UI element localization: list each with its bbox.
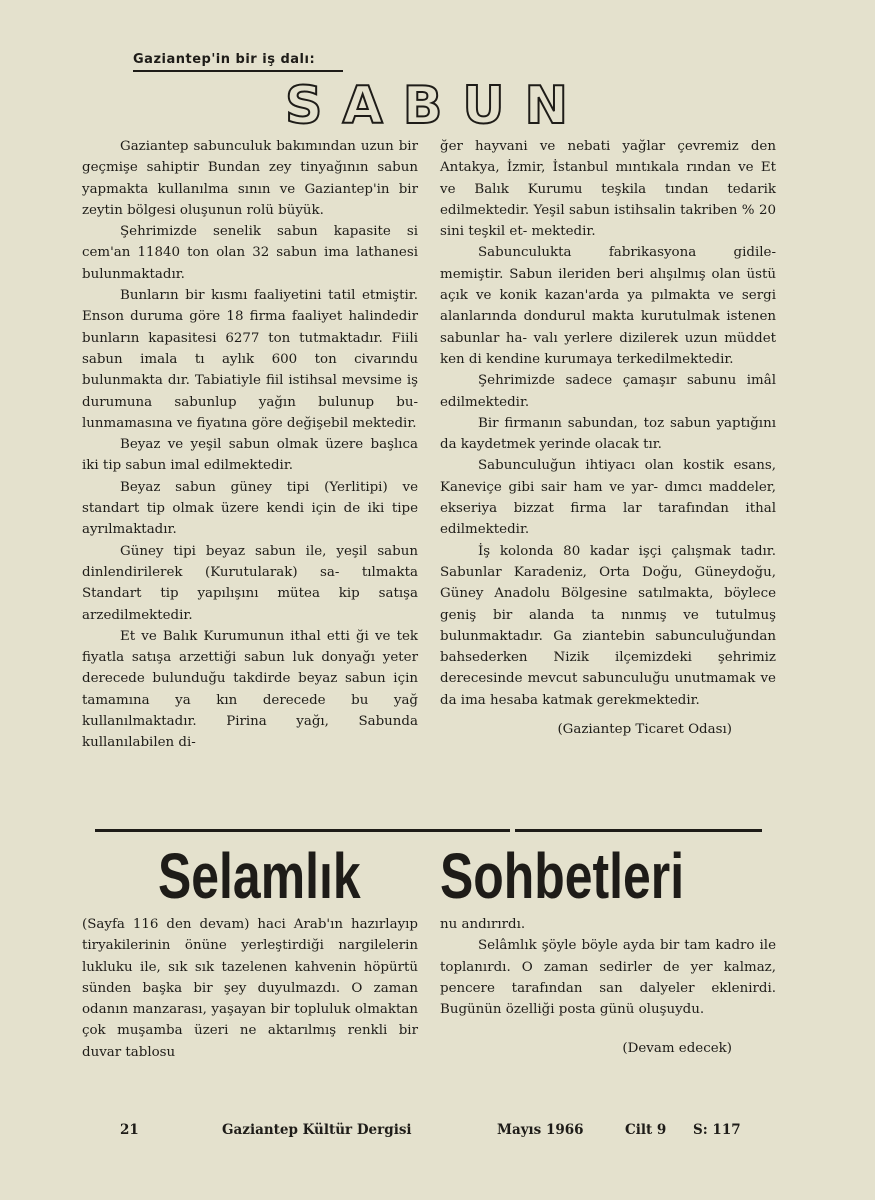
- series-column-right: [440, 914, 776, 1060]
- volume: Cilt 9: [625, 1122, 667, 1138]
- issue-number: S: 117: [693, 1122, 741, 1138]
- paragraph: Bunların bir kısmı faaliyetini tatil etmiştir. Enson duruma göre 18 firma faaliyet halindedir bunların kapasitesi 6277 ton tutmaktadır. Fiili sabun imala tı aylık 600 ton civarındu bulunmakta dır. Tabiatiyle fiil istihsal mevsime iş durumuna sabunlup yağın bulunup bu- lunmamasına ve fiyatına göre değişebil mektedir.: [82, 288, 418, 431]
- paragraph: ğer hayvani ve nebati yağlar çevremiz den Antakya, İzmir, İstanbul mıntıkala rından ve Et ve Balık Kurumu teşkila tından tedarik edilmektedir. Yeşil sabun istihsalin takriben % 20 sini teşkil et- mektedir.: [440, 139, 776, 240]
- kicker-underline: [133, 70, 343, 72]
- page-number: 21: [120, 1122, 139, 1138]
- series-signoff: (Devam edecek): [622, 1041, 732, 1057]
- article-title: SABUN: [285, 76, 589, 136]
- paragraph: İş kolonda 80 kadar işçi çalışmak tadır. Sabunlar Karadeniz, Orta Doğu, Güneydoğu, Güney Anadolu Bölgesine satılmakta, böylece geniş bir alanda ta nınmış ve tutulmuş bulunmaktadır. Ga ziantebin sabunculuğundan bahsederken Nizik ilçemizdeki şehrimiz derecesinde mevcut sabunculuğu unutmamak ve da ima hesaba katmak gerekmektedir.: [440, 543, 776, 708]
- paragraph: Şehrimizde sadece çamaşır sabunu imâl edilmektedir.: [440, 373, 776, 410]
- paragraph: Gaziantep sabunculuk bakımından uzun bir geçmişe sahiptir Bundan zey tinyağının sabun yapmakta kullanılma sının ve Gaziantep'in bir zeytin bölgesi oluşunun rolü büyük.: [82, 139, 418, 218]
- series-title-right: Sohbetleri: [440, 840, 685, 912]
- article-kicker: Gaziantep'in bir iş dalı:: [133, 52, 316, 67]
- paragraph: Sabunculukta fabrikasyona gidile- memiştir. Sabun ileriden beri alışılmış olan üstü açık ve konik kazan'arda ya pılmakta ve sergi alanlarında dondurul makta kurutulmak istenen sabunlar ha- valı yerlere dizilerek uzun müddet ken di kendine kurumaya terkedilmektedir.: [440, 245, 776, 367]
- article-signoff: (Gaziantep Ticaret Odası): [557, 722, 732, 738]
- series-title-left: Selamlık: [158, 840, 361, 912]
- paragraph: Sabunculuğun ihtiyacı olan kostik esans, Kaneviçe gibi sair ham ve yar- dımcı maddeler, ekseriya bizzat firma lar tarafından ithal edilmektedir.: [440, 458, 776, 538]
- series-column-left: [82, 914, 418, 1063]
- paragraph: Beyaz sabun güney tipi (Yerlitipi) ve standart tip olmak üzere kendi için de iki tipe ayrılmaktadır.: [82, 479, 418, 538]
- page-footer: [0, 1122, 875, 1142]
- magazine-name: Gaziantep Kültür Dergisi: [222, 1122, 412, 1138]
- paragraph: Et ve Balık Kurumunun ithal etti ği ve tek fiyatla satışa arzettiği sabun luk donyağı yeter derecede bulunduğu takdirde beyaz sabun için tamamına ya kın derecede bu yağ kullanılmaktadır. Pirina yağı, Sabunda kullanılabilen di-: [82, 628, 418, 751]
- paragraph: Bir firmanın sabundan, toz sabun yaptığını da kaydetmek yerinde olacak tır.: [440, 415, 776, 453]
- paragraph: Beyaz ve yeşil sabun olmak üzere başlıca iki tip sabun imal edilmektedir.: [82, 437, 418, 474]
- paragraph: nu andırırdı.: [440, 917, 526, 932]
- article-column-left: [82, 136, 418, 754]
- paragraph: Selâmlık şöyle böyle ayda bir tam kadro ile toplanırdı. O zaman sedirler de yer kalmaz, pencere tarafından san dalyeler eklenirdi. Bugünün özelliği posta günü oluşuydu.: [440, 938, 776, 1018]
- paragraph: Şehrimizde senelik sabun kapasite si cem'an 11840 ton olan 32 sabun ima lathanesi bulunmaktadır.: [82, 224, 418, 282]
- article-column-right: [440, 136, 776, 740]
- paragraph: (Sayfa 116 den devam) haci Arab'ın hazırlayıp tiryakilerinin önüne yerleştirdiği nargilelerin lukluku ile, sık sık tazelenen kahvenin höpürtü sünden başka bir şey duyulmazdı. O zaman odanın manzarası, yaşayan bir topluluk olmaktan çok muşamba üzeri ne aktarılmış renkli bir duvar tablosu: [82, 917, 418, 1060]
- paragraph: Güney tipi beyaz sabun ile, yeşil sabun dinlendirilerek (Kurutularak) sa- tılmakta Standart tip yapılışını mütea kip satışa arzedilmektedir.: [82, 543, 418, 623]
- section-divider: [515, 829, 762, 832]
- section-divider: [95, 829, 510, 832]
- issue-date: Mayıs 1966: [497, 1122, 584, 1138]
